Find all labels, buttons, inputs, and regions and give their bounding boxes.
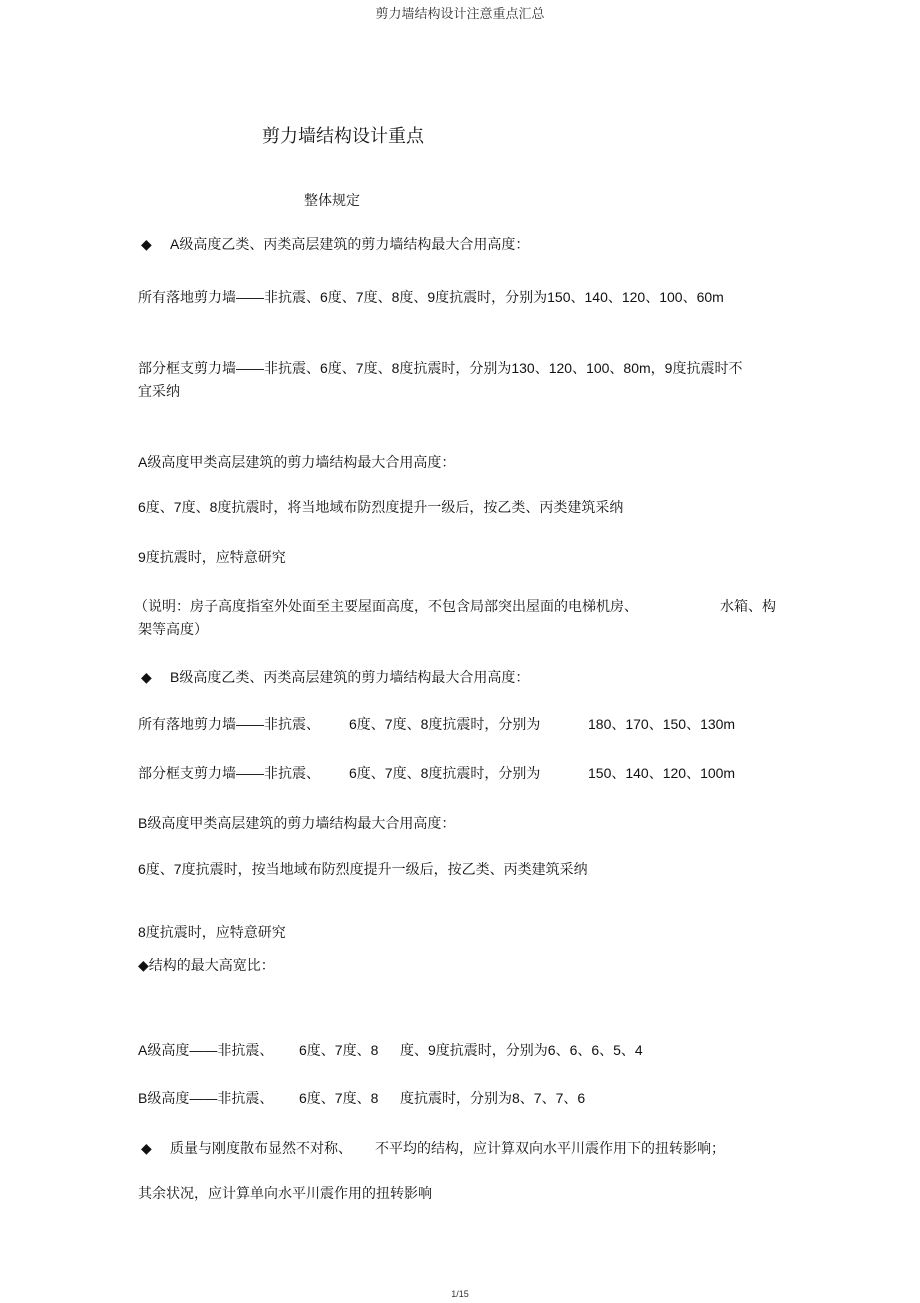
page-number: 1/15 xyxy=(451,1289,469,1299)
paragraph: 所有落地剪力墙——非抗震、6度、7度、8度、9度抗震时，分别为150、140、120、100、60m xyxy=(138,289,724,305)
paragraph: 180、170、150、130m xyxy=(588,716,736,732)
paragraph: 宜采纳 xyxy=(138,383,180,399)
bullet-diamond-icon: ◆ xyxy=(141,236,152,252)
paragraph: 部分框支剪力墙——非抗震、6度、7度、8度抗震时，分别为130、120、100、80m，9度抗震时不 xyxy=(138,360,743,376)
paragraph: 6度、7度、8度抗震时，分别为 xyxy=(349,765,541,781)
paragraph: 度、9度抗震时，分别为6、6、6、5、4 xyxy=(400,1042,643,1058)
paragraph: 6度、7度、8 xyxy=(299,1042,379,1058)
paragraph: 9度抗震时，应特意研究 xyxy=(138,549,286,565)
paragraph: 水箱、构 xyxy=(720,598,776,614)
paragraph: 度抗震时，分别为8、7、7、6 xyxy=(400,1090,586,1106)
paragraph: 150、140、120、100m xyxy=(588,765,736,781)
paragraph: 6度、7度抗震时，按当地域布防烈度提升一级后，按乙类、丙类建筑采纳 xyxy=(138,861,588,877)
document-title: 剪力墙结构设计重点 xyxy=(262,126,424,146)
paragraph: B级高度乙类、丙类高层建筑的剪力墙结构最大合用高度： xyxy=(170,669,530,685)
paragraph: （说明：房子高度指室外处面至主要屋面高度，不包含局部突出屋面的电梯机房、 xyxy=(134,598,638,614)
bullet-diamond-icon: ◆ xyxy=(141,669,152,685)
paragraph: 架等高度） xyxy=(138,621,208,637)
paragraph: 部分框支剪力墙——非抗震、 xyxy=(138,765,320,781)
paragraph: B级高度——非抗震、 xyxy=(138,1090,274,1106)
paragraph: A级高度乙类、丙类高层建筑的剪力墙结构最大合用高度： xyxy=(170,236,530,252)
paragraph: 不平均的结构，应计算双向水平川震作用下的扭转影响； xyxy=(375,1140,725,1156)
paragraph: B级高度甲类高层建筑的剪力墙结构最大合用高度： xyxy=(138,815,456,831)
paragraph: ◆结构的最大高宽比： xyxy=(138,957,275,973)
paragraph: 其余状况，应计算单向水平川震作用的扭转影响 xyxy=(138,1185,432,1201)
section-heading: 整体规定 xyxy=(304,192,360,208)
bullet-diamond-icon: ◆ xyxy=(141,1140,152,1156)
paragraph: 6度、7度、8 xyxy=(299,1090,379,1106)
paragraph: 8度抗震时，应特意研究 xyxy=(138,924,286,940)
paragraph: 质量与刚度散布显然不对称、 xyxy=(170,1140,352,1156)
paragraph: 所有落地剪力墙——非抗震、 xyxy=(138,716,320,732)
paragraph: 6度、7度、8度抗震时，分别为 xyxy=(349,716,541,732)
paragraph: A级高度甲类高层建筑的剪力墙结构最大合用高度： xyxy=(138,454,456,470)
page-header: 剪力墙结构设计注意重点汇总 xyxy=(375,6,545,21)
paragraph: 6度、7度、8度抗震时，将当地域布防烈度提升一级后，按乙类、丙类建筑采纳 xyxy=(138,499,624,515)
paragraph: A级高度——非抗震、 xyxy=(138,1042,274,1058)
